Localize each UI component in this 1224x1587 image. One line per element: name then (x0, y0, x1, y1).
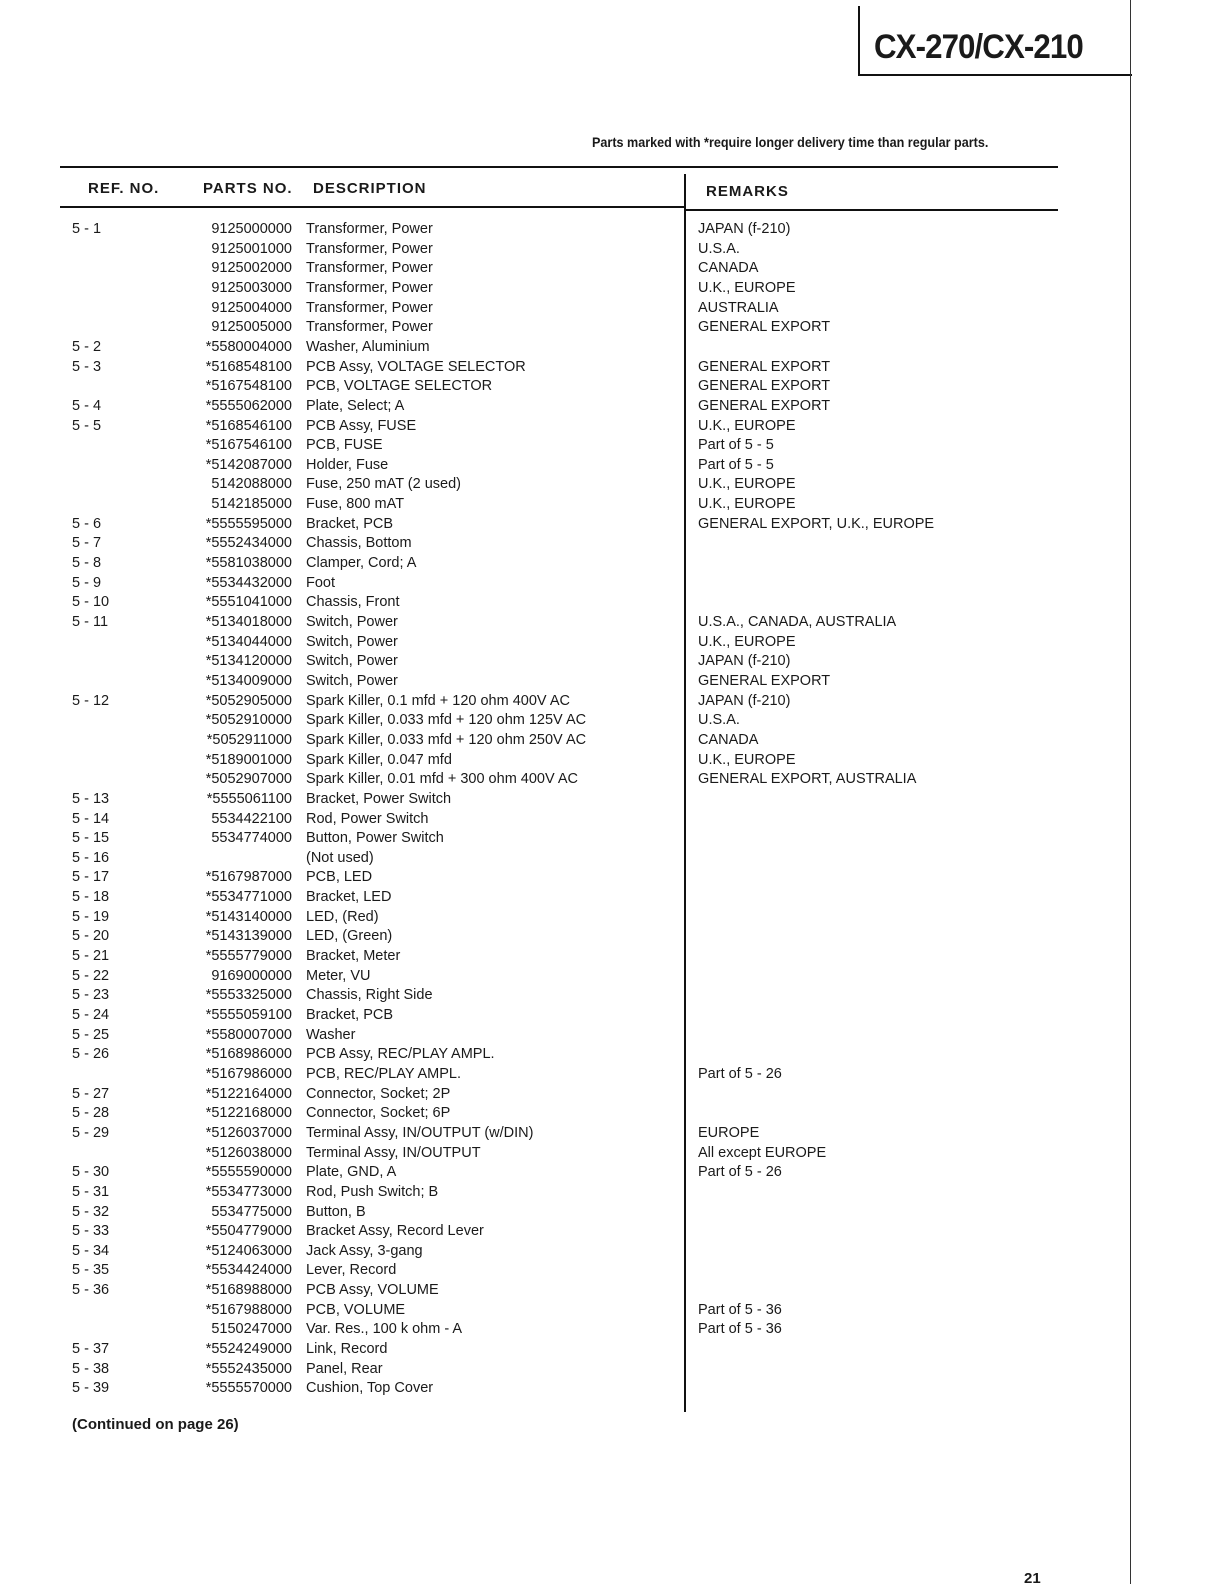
ref-cell: 5 - 16 (72, 849, 110, 866)
table-row (0, 494, 1224, 514)
table-row (0, 592, 1224, 612)
description-cell: Button, B (306, 1203, 366, 1220)
remarks-cell: Part of 5 - 5 (698, 456, 774, 473)
remarks-cell: GENERAL EXPORT (698, 319, 831, 336)
description-cell: Fuse, 250 mAT (2 used) (306, 476, 462, 493)
ref-cell: 5 - 36 (72, 1282, 110, 1299)
ref-cell: 5 - 1 (72, 221, 102, 237)
description-cell: Transformer, Power (306, 279, 433, 296)
part-no-cell: *5555059100 (205, 1007, 292, 1023)
description-cell: Transformer, Power (306, 299, 433, 316)
ref-cell: 5 - 15 (72, 830, 110, 847)
description-cell: Spark Killer, 0.1 mfd + 120 ohm 400V AC (306, 692, 570, 709)
part-no-cell: 9125003000 (211, 279, 292, 296)
remarks-cell: Part of 5 - 5 (698, 437, 774, 454)
part-no-cell: *5552435000 (205, 1360, 292, 1377)
table-row (0, 1182, 1224, 1202)
ref-cell: 5 - 6 (72, 515, 102, 532)
description-cell: Bracket, Meter (306, 948, 401, 965)
table-row (0, 946, 1224, 966)
description-cell: Plate, GND, A (306, 1164, 397, 1181)
table-row (0, 416, 1224, 436)
description-cell: Clamper, Cord; A (306, 555, 417, 572)
part-no-cell: 5534422100 (211, 810, 292, 827)
ref-cell: 5 - 26 (72, 1046, 110, 1063)
part-no-cell: *5534432000 (205, 574, 292, 591)
description-cell: PCB, VOLUME (306, 1301, 406, 1318)
part-no-cell: 9125000000 (211, 221, 292, 237)
description-cell: (Not used) (306, 849, 374, 866)
description-cell: Bracket Assy, Record Lever (306, 1223, 484, 1240)
description-cell: Rod, Push Switch; B (306, 1183, 439, 1200)
description-cell: Var. Res., 100 k ohm - A (306, 1321, 463, 1338)
part-no-cell: *5534771000 (205, 889, 292, 906)
remarks-cell: JAPAN (f-210) (698, 221, 791, 237)
part-no-cell: 9125004000 (211, 299, 292, 316)
table-row (0, 435, 1224, 455)
part-no-cell: *5555595000 (205, 515, 292, 532)
part-no-cell: 5534774000 (211, 830, 292, 847)
part-no-cell: *5167988000 (205, 1301, 292, 1318)
page-title: CX-270/CX-210 (874, 28, 1083, 66)
remarks-cell: JAPAN (f-210) (698, 653, 791, 670)
ref-cell: 5 - 25 (72, 1026, 110, 1043)
ref-cell: 5 - 17 (72, 869, 110, 886)
description-cell: LED, (Red) (306, 908, 379, 925)
remarks-cell: GENERAL EXPORT (698, 672, 831, 689)
table-row (0, 1162, 1224, 1182)
remarks-cell: GENERAL EXPORT, AUSTRALIA (698, 771, 917, 788)
header-remarks: REMARKS (706, 183, 789, 200)
table-row (0, 1280, 1224, 1300)
remarks-cell: U.K., EUROPE (698, 279, 796, 296)
table-row (0, 1241, 1224, 1261)
part-no-cell: *5167986000 (205, 1065, 292, 1082)
description-cell: Terminal Assy, IN/OUTPUT (306, 1144, 481, 1161)
description-cell: Button, Power Switch (306, 830, 444, 847)
ref-cell: 5 - 20 (72, 928, 110, 945)
description-cell: Switch, Power (306, 672, 398, 689)
part-no-cell: *5534424000 (205, 1262, 292, 1279)
table-row (0, 1143, 1224, 1163)
ref-cell: 5 - 22 (72, 967, 110, 984)
ref-cell: 5 - 31 (72, 1183, 110, 1200)
ref-cell: 5 - 30 (72, 1164, 110, 1181)
description-cell: PCB Assy, VOLUME (306, 1282, 439, 1299)
description-cell: PCB, VOLTAGE SELECTOR (306, 378, 493, 395)
description-cell: Spark Killer, 0.033 mfd + 120 ohm 250V AC (306, 731, 587, 748)
remarks-cell: EUROPE (698, 1124, 760, 1141)
remarks-cell: JAPAN (f-210) (698, 692, 791, 709)
table-row (0, 376, 1224, 396)
remarks-cell: U.K., EUROPE (698, 496, 796, 513)
ref-cell: 5 - 23 (72, 987, 110, 1004)
table-row (0, 1103, 1224, 1123)
table-row (0, 474, 1224, 494)
remarks-cell: GENERAL EXPORT (698, 378, 831, 395)
table-row (0, 278, 1224, 298)
description-cell: Switch, Power (306, 614, 398, 630)
remarks-cell: Part of 5 - 36 (698, 1321, 782, 1338)
table-row (0, 1084, 1224, 1104)
part-no-cell: 9125001000 (211, 240, 292, 257)
description-cell: PCB, LED (306, 869, 373, 886)
part-no-cell: *5124063000 (205, 1242, 292, 1259)
table-row (0, 258, 1224, 278)
description-cell: Connector, Socket; 6P (306, 1105, 451, 1122)
part-no-cell: *5134044000 (205, 633, 292, 650)
table-row (0, 769, 1224, 789)
part-no-cell: *5580004000 (205, 338, 292, 355)
description-cell: Foot (306, 574, 336, 591)
part-no-cell: 9125005000 (211, 319, 292, 336)
part-no-cell: *5134009000 (205, 672, 292, 689)
description-cell: Washer (306, 1026, 356, 1043)
description-cell: Panel, Rear (306, 1360, 383, 1377)
part-no-cell: *5581038000 (205, 555, 292, 572)
table-row (0, 1260, 1224, 1280)
description-cell: Jack Assy, 3-gang (306, 1242, 423, 1259)
ref-cell: 5 - 8 (72, 555, 102, 572)
description-cell: Chassis, Right Side (306, 987, 433, 1004)
remarks-cell: Part of 5 - 26 (698, 1164, 782, 1181)
table-row (0, 1202, 1224, 1222)
ref-cell: 5 - 18 (72, 889, 110, 906)
ref-cell: 5 - 34 (72, 1242, 110, 1259)
ref-cell: 5 - 9 (72, 574, 102, 591)
description-cell: PCB, FUSE (306, 437, 383, 454)
ref-cell: 5 - 14 (72, 810, 110, 827)
part-no-cell: *5142087000 (205, 456, 292, 473)
description-cell: Bracket, PCB (306, 1007, 394, 1023)
ref-cell: 5 - 38 (72, 1360, 110, 1377)
description-cell: Transformer, Power (306, 240, 433, 257)
remarks-cell: AUSTRALIA (698, 299, 779, 316)
table-row (0, 1221, 1224, 1241)
part-no-cell: *5122168000 (205, 1105, 292, 1122)
part-no-cell: *5580007000 (205, 1026, 292, 1043)
description-cell: Switch, Power (306, 633, 398, 650)
table-row (0, 809, 1224, 829)
part-no-cell: *5555590000 (205, 1164, 292, 1181)
part-no-cell: *5122164000 (205, 1085, 292, 1102)
table-row (0, 651, 1224, 671)
part-no-cell: *5555570000 (205, 1380, 292, 1397)
table-row (0, 1359, 1224, 1379)
table-row (0, 907, 1224, 927)
table-row (0, 1025, 1224, 1045)
ref-cell: 5 - 37 (72, 1341, 110, 1358)
part-no-cell: 5150247000 (211, 1321, 292, 1338)
table-row (0, 828, 1224, 848)
table-row (0, 239, 1224, 259)
header-description: DESCRIPTION (313, 180, 427, 197)
part-no-cell: 5142088000 (211, 476, 292, 493)
description-cell: PCB, REC/PLAY AMPL. (306, 1065, 461, 1082)
ref-cell: 5 - 12 (72, 692, 110, 709)
part-no-cell: *5126038000 (205, 1144, 292, 1161)
part-no-cell: *5168546100 (205, 417, 292, 434)
remarks-cell: GENERAL EXPORT (698, 358, 831, 375)
remarks-cell: CANADA (698, 260, 759, 277)
description-cell: Bracket, Power Switch (306, 790, 452, 807)
description-cell: Holder, Fuse (306, 456, 389, 473)
table-row (0, 612, 1224, 632)
part-no-cell: 5142185000 (211, 496, 292, 513)
part-no-cell: *5553325000 (205, 987, 292, 1004)
table-row (0, 357, 1224, 377)
description-cell: Lever, Record (306, 1262, 397, 1279)
remarks-cell: CANADA (698, 731, 759, 748)
remarks-cell: U.K., EUROPE (698, 633, 796, 650)
description-cell: Fuse, 800 mAT (306, 496, 405, 513)
description-cell: Link, Record (306, 1341, 388, 1358)
description-cell: Transformer, Power (306, 319, 433, 336)
description-cell: LED, (Green) (306, 928, 393, 945)
table-row (0, 1064, 1224, 1084)
part-no-cell: *5052907000 (205, 771, 292, 788)
table-row (0, 1300, 1224, 1320)
part-no-cell: *5555779000 (205, 948, 292, 965)
part-no-cell: 9169000000 (211, 967, 292, 984)
remarks-cell: GENERAL EXPORT (698, 397, 831, 414)
table-row (0, 632, 1224, 652)
table-row (0, 1319, 1224, 1339)
description-cell: Spark Killer, 0.01 mfd + 300 ohm 400V AC (306, 771, 579, 788)
ref-cell: 5 - 3 (72, 358, 102, 375)
table-row (0, 573, 1224, 593)
part-no-cell: *5504779000 (205, 1223, 292, 1240)
ref-cell: 5 - 35 (72, 1262, 110, 1279)
part-no-cell: *5524249000 (205, 1341, 292, 1358)
table-row (0, 1044, 1224, 1064)
description-cell: Switch, Power (306, 653, 398, 670)
part-no-cell: *5143139000 (205, 928, 292, 945)
description-cell: Bracket, LED (306, 889, 392, 906)
part-no-cell: *5143140000 (205, 908, 292, 925)
ref-cell: 5 - 4 (72, 397, 102, 414)
ref-cell: 5 - 21 (72, 948, 110, 965)
header-ref-no: REF. NO. (88, 180, 160, 197)
remarks-cell: U.S.A., CANADA, AUSTRALIA (698, 614, 897, 630)
remarks-cell: U.S.A. (698, 712, 740, 729)
ref-cell: 5 - 27 (72, 1085, 110, 1102)
ref-cell: 5 - 32 (72, 1203, 110, 1220)
description-cell: Transformer, Power (306, 260, 433, 277)
description-cell: PCB Assy, REC/PLAY AMPL. (306, 1046, 495, 1063)
ref-cell: 5 - 29 (72, 1124, 110, 1141)
ref-cell: 5 - 13 (72, 790, 110, 807)
table-row (0, 789, 1224, 809)
part-no-cell: *5168548100 (205, 358, 292, 375)
description-cell: Washer, Aluminium (306, 338, 430, 355)
ref-cell: 5 - 19 (72, 908, 110, 925)
table-row (0, 1123, 1224, 1143)
description-cell: Cushion, Top Cover (306, 1380, 434, 1397)
table-row (0, 985, 1224, 1005)
part-no-cell: *5052910000 (205, 712, 292, 729)
table-row (0, 219, 1224, 239)
ref-cell: 5 - 39 (72, 1380, 110, 1397)
description-cell: Meter, VU (306, 967, 371, 984)
table-row (0, 691, 1224, 711)
table-row (0, 750, 1224, 770)
part-no-cell: *5126037000 (205, 1124, 292, 1141)
ref-cell: 5 - 2 (72, 338, 102, 355)
table-row (0, 455, 1224, 475)
ref-cell: 5 - 7 (72, 535, 102, 552)
description-cell: Chassis, Front (306, 594, 400, 611)
remarks-cell: All except EUROPE (698, 1144, 827, 1161)
remarks-cell: GENERAL EXPORT, U.K., EUROPE (698, 515, 935, 532)
part-no-cell: *5534773000 (205, 1183, 292, 1200)
part-no-cell: *5168986000 (205, 1046, 292, 1063)
description-cell: PCB Assy, FUSE (306, 417, 417, 434)
part-no-cell: 9125002000 (211, 260, 292, 277)
remarks-cell: U.S.A. (698, 240, 740, 257)
ref-cell: 5 - 28 (72, 1105, 110, 1122)
ref-cell: 5 - 5 (72, 417, 102, 434)
description-cell: PCB Assy, VOLTAGE SELECTOR (306, 358, 526, 375)
continued-note: (Continued on page 26) (72, 1416, 239, 1433)
ref-cell: 5 - 10 (72, 594, 110, 611)
table-row (0, 710, 1224, 730)
remarks-cell: Part of 5 - 26 (698, 1065, 782, 1082)
description-cell: Transformer, Power (306, 221, 433, 237)
table-row (0, 298, 1224, 318)
header-parts-no: PARTS NO. (203, 180, 293, 197)
table-row (0, 317, 1224, 337)
description-cell: Rod, Power Switch (306, 810, 429, 827)
remarks-cell: U.K., EUROPE (698, 417, 796, 434)
table-row (0, 887, 1224, 907)
part-no-cell: *5551041000 (205, 594, 292, 611)
description-cell: Bracket, PCB (306, 515, 394, 532)
table-row (0, 671, 1224, 691)
remarks-cell: Part of 5 - 36 (698, 1301, 782, 1318)
table-row (0, 553, 1224, 573)
table-row (0, 396, 1224, 416)
table-row (0, 730, 1224, 750)
part-no-cell: *5555062000 (205, 397, 292, 414)
part-no-cell: *5134018000 (205, 614, 292, 630)
ref-cell: 5 - 11 (72, 614, 109, 630)
part-no-cell: *5052905000 (205, 692, 292, 709)
description-cell: Spark Killer, 0.047 mfd (306, 751, 452, 768)
remarks-cell: U.K., EUROPE (698, 476, 796, 493)
part-no-cell: *5167987000 (205, 869, 292, 886)
part-no-cell: *5189001000 (205, 751, 292, 768)
part-no-cell: *5052911000 (206, 731, 292, 748)
part-no-cell: *5555061100 (206, 790, 292, 807)
ref-cell: 5 - 33 (72, 1223, 110, 1240)
delivery-note: Parts marked with *require longer delivery time than regular parts. (592, 134, 989, 150)
page-number: 21 (1024, 1570, 1041, 1587)
table-row (0, 1378, 1224, 1398)
table-row (0, 848, 1224, 868)
table-row (0, 533, 1224, 553)
table-row (0, 867, 1224, 887)
description-cell: Chassis, Bottom (306, 535, 412, 552)
part-no-cell: *5167546100 (205, 437, 292, 454)
table-row (0, 966, 1224, 986)
description-cell: Terminal Assy, IN/OUTPUT (w/DIN) (306, 1124, 534, 1141)
part-no-cell: *5552434000 (205, 535, 292, 552)
part-no-cell: *5168988000 (205, 1282, 292, 1299)
remarks-cell: U.K., EUROPE (698, 751, 796, 768)
table-row (0, 337, 1224, 357)
description-cell: Plate, Select; A (306, 397, 405, 414)
table-row (0, 514, 1224, 534)
part-no-cell: *5167548100 (205, 378, 292, 395)
table-row (0, 1339, 1224, 1359)
description-cell: Spark Killer, 0.033 mfd + 120 ohm 125V AC (306, 712, 587, 729)
table-row (0, 1005, 1224, 1025)
ref-cell: 5 - 24 (72, 1007, 110, 1023)
part-no-cell: *5134120000 (205, 653, 292, 670)
description-cell: Connector, Socket; 2P (306, 1085, 451, 1102)
table-row (0, 926, 1224, 946)
part-no-cell: 5534775000 (211, 1203, 292, 1220)
